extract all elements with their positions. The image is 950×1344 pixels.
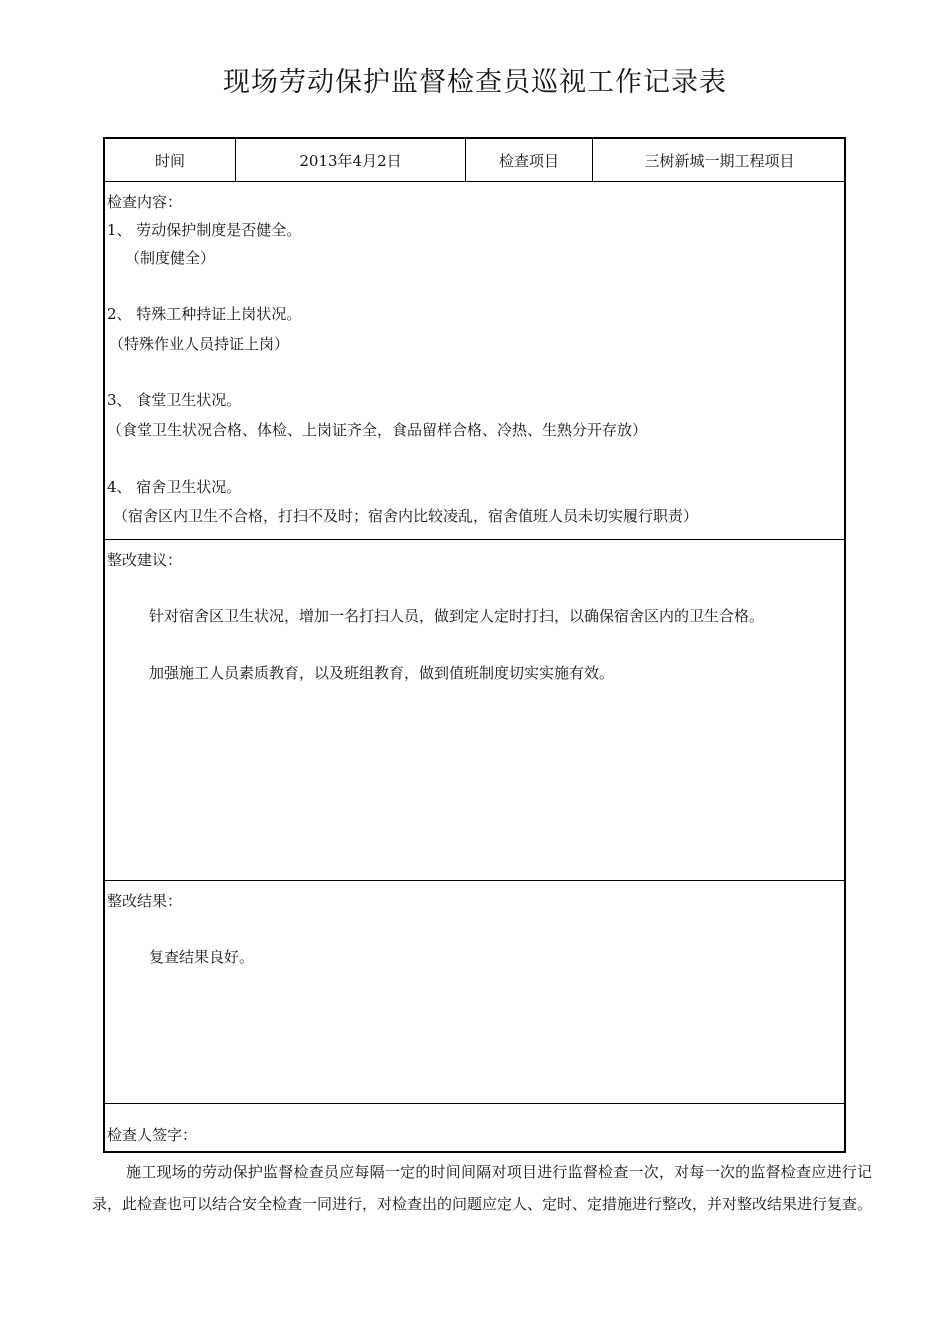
inspection-item-title: 2、 特殊工种持证上岗状况。 — [107, 305, 302, 323]
result-section — [105, 881, 844, 1104]
signature-section — [105, 1104, 844, 1153]
inspection-record-form — [103, 137, 846, 1153]
inspection-item-title: 3、 食堂卫生状况。 — [107, 391, 242, 409]
suggestion-line: 加强施工人员素质教育，以及班组教育，做到值班制度切实实施有效。 — [149, 664, 615, 682]
time-value: 2013年4月2日 — [236, 139, 466, 181]
inspection-label: 检查内容： — [107, 193, 183, 211]
time-label: 时间 — [105, 139, 236, 181]
suggestion-line: 针对宿舍区卫生状况，增加一名打扫人员，做到定人定时打扫，以确保宿舍区内的卫生合格。 — [149, 607, 765, 625]
inspection-item-note: （特殊作业人员持证上岗） — [109, 335, 290, 353]
page-title: 现场劳动保护监督检查员巡视工作记录表 — [223, 67, 727, 98]
project-value: 三树新城一期工程项目 — [644, 151, 795, 170]
project-label: 检查项目 — [466, 139, 593, 181]
result-text: 复查结果良好。 — [149, 948, 255, 966]
suggestion-section — [105, 540, 844, 881]
signature-label: 检查人签字： — [107, 1126, 198, 1144]
inspection-item-note: （制度健全） — [125, 249, 216, 267]
result-label: 整改结果： — [107, 892, 183, 910]
inspection-item-note: （食堂卫生状况合格、体检、上岗证齐全，食品留样合格、冷热、生熟分开存放） — [107, 421, 648, 439]
inspection-item-title: 1、 劳动保护制度是否健全。 — [107, 221, 302, 239]
header-row — [105, 139, 844, 182]
inspection-section — [105, 182, 844, 540]
inspection-item-title: 4、 宿舍卫生状况。 — [107, 478, 242, 496]
suggestion-label: 整改建议： — [107, 551, 183, 569]
inspection-item-note: （宿舍区内卫生不合格，打扫不及时；宿舍内比较凌乱，宿舍值班人员未切实履行职责） — [113, 507, 699, 525]
footer-note: 施工现场的劳动保护监督检查员应每隔一定的时间间隔对项目进行监督检查一次，对每一次的监督检查应进行记录，此检查也可以结合安全检查一同进行，对检查出的问题应定人、定时、定措施进行整改，并对整改结果进行复查。 — [92, 1163, 873, 1213]
